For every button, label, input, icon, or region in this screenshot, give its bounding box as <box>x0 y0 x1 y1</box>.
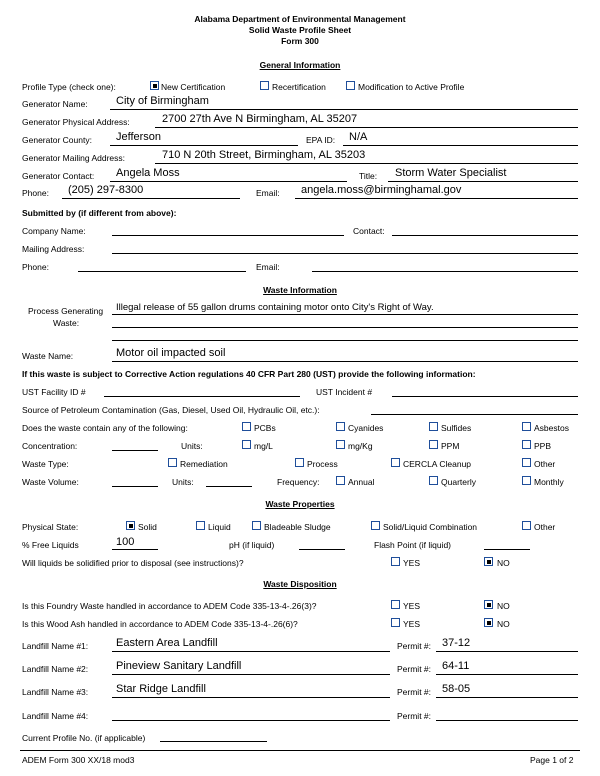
ust-facility-label: UST Facility ID # <box>22 387 86 397</box>
physical-state-label: Physical State: <box>22 522 79 532</box>
liquid-label: Liquid <box>208 522 231 532</box>
new-certification-label: New Certification <box>161 82 226 92</box>
process-checkbox[interactable] <box>295 458 304 467</box>
cyanides-label: Cyanides <box>348 423 384 433</box>
recertification-label: Recertification <box>272 82 326 92</box>
process-line-2 <box>112 327 578 328</box>
sulfides-checkbox[interactable] <box>429 422 438 431</box>
process-label-2: Waste: <box>53 318 80 328</box>
contact-label: Generator Contact: <box>22 171 95 181</box>
physical-address-value[interactable]: 2700 27th Ave N Birmingham, AL 35207 <box>162 113 358 125</box>
submitted-email-label: Email: <box>256 262 280 272</box>
landfill-4-permit-label: Permit #: <box>397 711 432 721</box>
landfill-1-name[interactable]: Eastern Area Landfill <box>116 637 218 649</box>
ust-facility-line[interactable] <box>104 396 300 397</box>
process-line-1 <box>112 314 578 315</box>
mailing-address-label: Generator Mailing Address: <box>22 153 125 163</box>
landfill-3-permit-label: Permit #: <box>397 687 432 697</box>
submitted-email-line[interactable] <box>312 271 578 272</box>
recertification-checkbox[interactable] <box>260 81 269 90</box>
contact-line <box>110 181 347 182</box>
annual-label: Annual <box>348 477 375 487</box>
contains-label: Does the waste contain any of the following: <box>22 423 188 433</box>
wood-ash-no-checkbox[interactable] <box>484 618 493 627</box>
frequency-label: Frequency: <box>277 477 320 487</box>
ppm-checkbox[interactable] <box>429 440 438 449</box>
free-liquids-value[interactable]: 100 <box>116 536 135 548</box>
phone-label: Phone: <box>22 188 49 198</box>
flash-point-line[interactable] <box>484 549 530 550</box>
landfill-1-permit-line <box>436 651 578 652</box>
solid-label: Solid <box>138 522 157 532</box>
submitted-phone-label: Phone: <box>22 262 49 272</box>
epa-id-line <box>343 145 578 146</box>
state-other-label: Other <box>534 522 556 532</box>
petroleum-source-line[interactable] <box>371 414 578 415</box>
mg-l-checkbox[interactable] <box>242 440 251 449</box>
solidified-no-checkbox[interactable] <box>484 557 493 566</box>
ust-incident-label: UST Incident # <box>316 387 373 397</box>
generator-name-value[interactable]: City of Birmingham <box>116 95 209 107</box>
monthly-label: Monthly <box>534 477 564 487</box>
landfill-1-line <box>112 651 390 652</box>
annual-checkbox[interactable] <box>336 476 345 485</box>
wood-ash-no-label: NO <box>497 619 510 629</box>
mg-kg-label: mg/Kg <box>348 441 373 451</box>
mg-kg-checkbox[interactable] <box>336 440 345 449</box>
process-line-3 <box>112 340 578 341</box>
epa-id-value[interactable]: N/A <box>349 131 368 143</box>
ph-label: pH (if liquid) <box>229 540 275 550</box>
waste-type-label: Waste Type: <box>22 459 69 469</box>
concentration-label: Concentration: <box>22 441 78 451</box>
solidified-no-label: NO <box>497 558 510 568</box>
current-profile-label: Current Profile No. (if applicable) <box>22 733 146 743</box>
waste-name-value[interactable]: Motor oil impacted soil <box>116 347 226 359</box>
volume-units-label: Units: <box>172 477 194 487</box>
landfill-2-name[interactable]: Pineview Sanitary Landfill <box>116 660 242 672</box>
landfill-2-permit-line <box>436 674 578 675</box>
company-name-line[interactable] <box>112 235 344 236</box>
solidified-question: Will liquids be solidified prior to disposal (see instructions)? <box>22 558 244 568</box>
asbestos-label: Asbestos <box>534 423 569 433</box>
landfill-1-permit-label: Permit #: <box>397 641 432 651</box>
petroleum-source-label: Source of Petroleum Contamination (Gas, Diesel, Used Oil, Hydraulic Oil, etc.): <box>22 405 320 415</box>
landfill-1-permit[interactable]: 37-12 <box>442 637 471 649</box>
remediation-checkbox[interactable] <box>168 458 177 467</box>
mailing-address-line <box>155 163 578 164</box>
generator-name-line <box>110 109 578 110</box>
quarterly-checkbox[interactable] <box>429 476 438 485</box>
cercla-checkbox[interactable] <box>391 458 400 467</box>
flash-point-label: Flash Point (if liquid) <box>374 540 452 550</box>
landfill-2-line <box>112 674 390 675</box>
profile-type-label: Profile Type (check one): <box>22 82 116 92</box>
process-value[interactable]: Illegal release of 55 gallon drums containing motor onto City's Right of Way. <box>116 302 434 313</box>
title-value[interactable]: Storm Water Specialist <box>395 167 507 179</box>
landfill-3-name[interactable]: Star Ridge Landfill <box>116 683 206 695</box>
landfill-2-label: Landfill Name #2: <box>22 664 89 674</box>
county-label: Generator County: <box>22 135 92 145</box>
volume-label: Waste Volume: <box>22 477 79 487</box>
wood-ash-yes-checkbox[interactable] <box>391 618 400 627</box>
physical-address-line <box>155 127 578 128</box>
volume-units-line[interactable] <box>206 486 252 487</box>
landfill-4-label: Landfill Name #4: <box>22 711 89 721</box>
liquid-checkbox[interactable] <box>196 521 205 530</box>
waste-type-other-label: Other <box>534 459 556 469</box>
form-title: Solid Waste Profile Sheet <box>248 25 352 35</box>
title-label: Title: <box>359 171 378 181</box>
email-value[interactable]: angela.moss@birminghamal.gov <box>301 184 462 196</box>
mg-l-label: mg/L <box>254 441 273 451</box>
submitted-contact-label: Contact: <box>353 226 385 236</box>
email-label: Email: <box>256 188 280 198</box>
title-line <box>388 181 578 182</box>
footer-form-id: ADEM Form 300 XX/18 mod3 <box>22 755 135 765</box>
form-number: Form 300 <box>281 36 319 46</box>
mailing-address-value[interactable]: 710 N 20th Street, Birmingham, AL 35203 <box>162 149 366 161</box>
physical-address-label: Generator Physical Address: <box>22 117 130 127</box>
epa-id-label: EPA ID: <box>306 135 336 145</box>
county-line <box>110 145 298 146</box>
generator-name-label: Generator Name: <box>22 99 88 109</box>
solidified-yes-checkbox[interactable] <box>391 557 400 566</box>
foundry-yes-checkbox[interactable] <box>391 600 400 609</box>
concentration-line[interactable] <box>112 450 158 451</box>
ph-line[interactable] <box>299 549 345 550</box>
foundry-yes-label: YES <box>403 601 421 611</box>
landfill-2-permit[interactable]: 64-11 <box>442 660 470 672</box>
free-liquids-label: % Free Liquids <box>22 540 79 550</box>
solid-liquid-combination-checkbox[interactable] <box>371 521 380 530</box>
submitted-mailing-line[interactable] <box>112 253 578 254</box>
agency-title: Alabama Department of Environmental Management <box>194 14 406 24</box>
wood-ash-question: Is this Wood Ash handled in accordance to ADEM Code 335-13-4-.26(6)? <box>22 619 298 629</box>
current-profile-line[interactable] <box>160 741 267 742</box>
county-value[interactable]: Jefferson <box>116 131 162 143</box>
bladeable-sludge-checkbox[interactable] <box>252 521 261 530</box>
section-waste-disposition: Waste Disposition <box>263 579 337 589</box>
ppb-label: PPB <box>534 441 552 451</box>
email-line <box>295 198 578 199</box>
modification-label: Modification to Active Profile <box>358 82 465 92</box>
section-general-information: General Information <box>259 60 341 70</box>
modification-checkbox[interactable] <box>346 81 355 90</box>
phone-line <box>62 198 240 199</box>
new-certification-checkbox[interactable] <box>150 81 159 90</box>
section-waste-information: Waste Information <box>263 285 337 295</box>
footer-divider <box>20 750 580 751</box>
units-label: Units: <box>181 441 203 451</box>
volume-line[interactable] <box>112 486 158 487</box>
wood-ash-yes-label: YES <box>403 619 421 629</box>
submitted-mailing-label: Mailing Address: <box>22 244 85 254</box>
remediation-label: Remediation <box>180 459 228 469</box>
landfill-2-permit-label: Permit #: <box>397 664 432 674</box>
foundry-no-checkbox[interactable] <box>484 600 493 609</box>
foundry-question: Is this Foundry Waste handled in accordance to ADEM Code 335-13-4-.26(3)? <box>22 601 317 611</box>
landfill-3-label: Landfill Name #3: <box>22 687 89 697</box>
monthly-checkbox[interactable] <box>522 476 531 485</box>
waste-type-other-checkbox[interactable] <box>522 458 531 467</box>
submitted-phone-line[interactable] <box>78 271 246 272</box>
landfill-3-permit[interactable]: 58-05 <box>442 683 471 695</box>
submitted-by-heading: Submitted by (if different from above): <box>22 208 177 218</box>
ppm-label: PPM <box>441 441 460 451</box>
waste-name-line <box>112 361 578 362</box>
cercla-label: CERCLA Cleanup <box>403 459 472 469</box>
section-waste-properties: Waste Properties <box>265 499 335 509</box>
sulfides-label: Sulfides <box>441 423 472 433</box>
quarterly-label: Quarterly <box>441 477 476 487</box>
ust-heading: If this waste is subject to Corrective Action regulations 40 CFR Part 280 (UST) provide the following information: <box>22 369 476 379</box>
footer-page-number: Page 1 of 2 <box>530 755 574 765</box>
ust-incident-line[interactable] <box>392 396 578 397</box>
company-name-label: Company Name: <box>22 226 86 236</box>
landfill-4-line <box>112 720 390 721</box>
landfill-1-label: Landfill Name #1: <box>22 641 89 651</box>
submitted-contact-line[interactable] <box>392 235 578 236</box>
process-label-1: Process Generating <box>28 306 104 316</box>
phone-value[interactable]: (205) 297-8300 <box>68 184 144 196</box>
process-type-label: Process <box>307 459 338 469</box>
free-liquids-line <box>112 549 158 550</box>
foundry-no-label: NO <box>497 601 510 611</box>
asbestos-checkbox[interactable] <box>522 422 531 431</box>
bladeable-sludge-label: Bladeable Sludge <box>264 522 331 532</box>
pcbs-checkbox[interactable] <box>242 422 251 431</box>
state-other-checkbox[interactable] <box>522 521 531 530</box>
contact-value[interactable]: Angela Moss <box>116 167 180 179</box>
pcbs-label: PCBs <box>254 423 276 433</box>
ppb-checkbox[interactable] <box>522 440 531 449</box>
waste-name-label: Waste Name: <box>22 351 74 361</box>
solid-checkbox[interactable] <box>126 521 135 530</box>
solidified-yes-label: YES <box>403 558 421 568</box>
landfill-4-permit-line <box>436 720 578 721</box>
landfill-3-line <box>112 697 390 698</box>
solid-liquid-combination-label: Solid/Liquid Combination <box>383 522 478 532</box>
cyanides-checkbox[interactable] <box>336 422 345 431</box>
landfill-3-permit-line <box>436 697 578 698</box>
